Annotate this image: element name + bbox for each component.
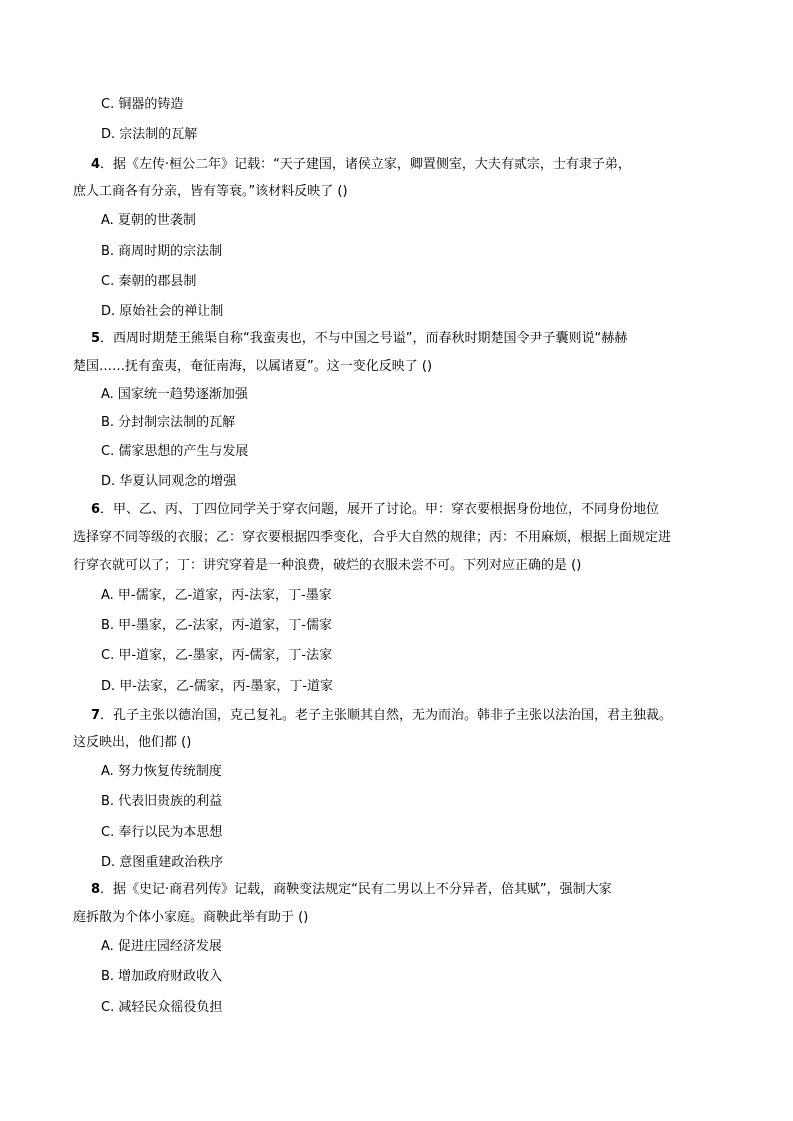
option-a: A. 努力恢复传统制度 [101, 764, 222, 779]
question-number: 5 [91, 331, 101, 346]
question-number: 8 [91, 882, 101, 897]
option-b: B. 分封制宗法制的瓦解 [101, 415, 236, 430]
option-c: C. 奉行以民为本思想 [101, 825, 223, 840]
question-number: 6 [91, 502, 101, 517]
option-c: C. 减轻民众徭役负担 [101, 1000, 223, 1015]
option-a: A. 促进庄园经济发展 [101, 939, 222, 954]
option-b: B. 增加政府财政收入 [101, 969, 223, 984]
question-text: ．西周时期楚王熊渠自称“我蛮夷也，不与中国之号谥”，而春秋时期楚国令尹子囊则说“赫赫 [100, 331, 628, 346]
option-d: D. 甲-法家，乙-儒家，丙-墨家，丁-道家 [101, 679, 334, 694]
question-number: 4 [91, 157, 101, 172]
question-text: ．甲、乙、丙、丁四位同学关于穿衣问题，展开了讨论。甲：穿衣要根据身份地位，不同身份地位 [100, 502, 660, 517]
question-6-stem [91, 501, 659, 519]
question-5-stem-cont: 楚国……抚有蛮夷，奄征南海，以属诸夏”。这一变化反映了 () [73, 359, 433, 374]
question-text: ．据《史记·商君列传》记载，商鞅变法规定“民有二男以上不分异者，倍其赋”，强制大家 [100, 882, 612, 897]
question-number: 7 [91, 708, 101, 723]
option-b: B. 代表旧贵族的利益 [101, 794, 223, 809]
question-6-stem-cont: 选择穿不同等级的衣服；乙：穿衣要根据四季变化，合乎大自然的规律；丙：不用麻烦，根据上面规定进 [73, 530, 672, 545]
question-8-stem-cont: 庭拆散为个体小家庭。商鞅此举有助于 () [73, 910, 309, 925]
option-d: D. 原始社会的禅让制 [101, 304, 224, 319]
question-7-stem [91, 707, 672, 725]
question-4-stem-cont: 庶人工商各有分亲，皆有等衰。”该材料反映了 () [73, 184, 348, 199]
question-text: ．孔子主张以德治国，克己复礼。老子主张顺其自然，无为而治。韩非子主张以法治国，君主独裁。 [100, 708, 673, 723]
question-8-stem [91, 881, 612, 899]
question-5-stem [91, 330, 627, 348]
option-b: B. 甲-墨家，乙-法家，丙-道家，丁-儒家 [101, 618, 332, 633]
question-6-stem-cont: 行穿衣就可以了；丁：讲究穿着是一种浪费，破烂的衣服未尝不可。下列对应正确的是 () [73, 558, 582, 573]
option-c: C. 铜器的铸造 [101, 97, 184, 112]
option-c: C. 甲-道家，乙-墨家，丙-儒家，丁-法家 [101, 648, 333, 663]
option-a: A. 国家统一趋势逐渐加强 [101, 387, 248, 402]
question-4-stem [91, 156, 631, 174]
option-b: B. 商周时期的宗法制 [101, 244, 223, 259]
question-7-stem-cont: 这反映出，他们都 () [73, 735, 192, 750]
option-a: A. 甲-儒家，乙-道家，丙-法家，丁-墨家 [101, 588, 332, 603]
option-d: D. 意图重建政治秩序 [101, 855, 224, 870]
option-c: C. 儒家思想的产生与发展 [101, 444, 249, 459]
option-c: C. 秦朝的郡县制 [101, 274, 197, 289]
option-a: A. 夏朝的世袭制 [101, 213, 196, 228]
option-d: D. 华夏认同观念的增强 [101, 474, 237, 489]
question-text: ．据《左传·桓公二年》记载：“天子建国，诸侯立家，卿置侧室，大夫有贰宗，士有隶子弟， [100, 157, 631, 172]
option-d: D. 宗法制的瓦解 [101, 127, 198, 142]
